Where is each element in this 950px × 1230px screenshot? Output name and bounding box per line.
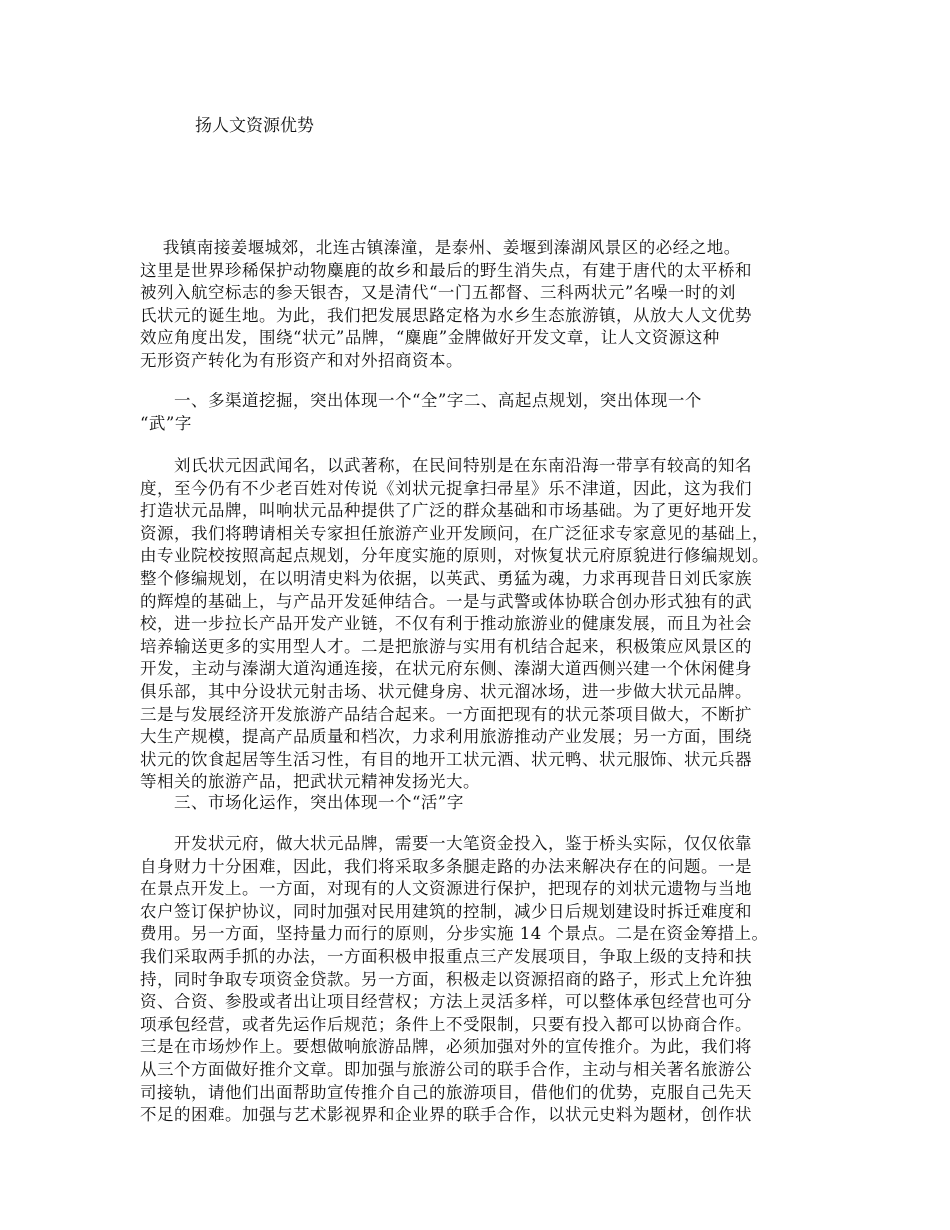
text-line: 这里是世界珍稀保护动物麋鹿的故乡和最后的野生消失点，有建于唐代的太平桥和 [140, 260, 752, 280]
text-line: 三、市场化运作，突出体现一个“活”字 [140, 793, 464, 812]
text-line: 状元的饮食起居等生活习性，有目的地开工状元酒、状元鸭、状元服饰、状元兵器 [140, 749, 752, 769]
text-line: “武”字 [140, 413, 192, 433]
text-line: 的辉煌的基础上，与产品开发延伸结合。一是与武警或体协联合创办形式独有的武 [140, 591, 752, 611]
text-line: 刘氏状元因武闻名，以武著称，在民间特别是在东南沿海一带享有较高的知名 [140, 456, 752, 475]
text-line: 资源，我们将聘请相关专家担任旅游产业开发顾问，在广泛征求专家意见的基础上， [140, 523, 769, 543]
text-line: 我镇南接姜堰城郊，北连古镇溱潼，是泰州、姜堰到溱湖风景区的必经之地。 [140, 238, 741, 257]
paragraph-market-operation [140, 833, 830, 1127]
text-line: 三是在市场炒作上。要想做响旅游品牌，必须加强对外的宣传推介。为此，我们将 [140, 1037, 752, 1057]
text-line: 效应角度出发，围绕“状元”品牌，“麋鹿”金牌做好开发文章，让人文资源这种 [140, 328, 720, 348]
text-line: 一、多渠道挖掘，突出体现一个“全”字二、高起点规划，突出体现一个 [140, 391, 702, 410]
text-line: 度，至今仍有不少老百姓对传说《刘状元捉拿扫帚星》乐不津道，因此，这为我们 [140, 478, 752, 498]
text-line: 俱乐部，其中分设状元射击场、状元健身房、状元溜冰场，进一步做大状元品牌。 [140, 681, 752, 701]
text-line: 我们采取两手抓的办法，一方面积极申报重点三产发展项目，争取上级的支持和扶 [140, 946, 752, 966]
text-line: 农户签订保护协议，同时加强对民用建筑的控制，减少日后规划建设时拆迁难度和 [140, 901, 752, 921]
text-line: 开发，主动与溱湖大道沟通连接，在状元府东侧、溱湖大道西侧兴建一个休闲健身 [140, 659, 752, 679]
paragraph-heading-three [140, 792, 830, 815]
text-line: 费用。另一方面，坚持量力而行的原则，分步实施 14 个景点。二是在资金筹措上。 [140, 924, 769, 944]
text-line: 持，同时争取专项资金贷款。另一方面，积极走以资源招商的路子，形式上允许独 [140, 969, 752, 989]
text-line: 资、合资、参股或者出让项目经营权；方法上灵活多样，可以整体承包经营也可分 [140, 992, 752, 1012]
section-heading: 扬人文资源优势 [195, 116, 314, 136]
text-line: 氏状元的诞生地。为此，我们把发展思路定格为水乡生态旅游镇，从放大人文优势 [140, 305, 752, 325]
text-line: 司接轨，请他们出面帮助宣传推介自己的旅游项目，借他们的优势，克服自己先天 [140, 1082, 752, 1102]
text-line: 等相关的旅游产品，把武状元精神发扬光大。 [140, 772, 480, 792]
text-line: 培养输送更多的实用型人才。二是把旅游与实用有机结合起来，积极策应风景区的 [140, 636, 752, 656]
text-line: 开发状元府，做大状元品牌，需要一大笔资金投入，鉴于桥头实际，仅仅依靠 [140, 834, 752, 853]
text-line: 不足的困难。加强与艺术影视界和企业界的联手合作，以状元史料为题材，创作状 [140, 1105, 752, 1125]
paragraph-heading-one-two [140, 390, 830, 435]
text-line: 由专业院校按照高起点规划，分年度实施的原则，对恢复状元府原貌进行修编规划。 [140, 546, 769, 566]
text-line: 三是与发展经济开发旅游产品结合起来。一方面把现有的状元茶项目做大，不断扩 [140, 704, 752, 724]
paragraph-martial-zhuangyuan [140, 455, 830, 794]
text-line: 打造状元品牌，叫响状元品种提供了广泛的群众基础和市场基础。为了更好地开发 [140, 501, 752, 521]
text-line: 校，进一步拉长产品开发产业链，不仅有利于推动旅游业的健康发展，而且为社会 [140, 614, 752, 634]
text-line: 项承包经营，或者先运作后规范；条件上不受限制，只要有投入都可以协商合作。 [140, 1014, 752, 1034]
text-line: 自身财力十分困难，因此，我们将采取多条腿走路的办法来解决存在的问题。一是 [140, 856, 752, 876]
text-line: 大生产规模，提高产品质量和档次，力求利用旅游推动产业发展；另一方面，围绕 [140, 727, 752, 747]
text-line: 在景点开发上。一方面，对现有的人文资源进行保护，把现存的刘状元遗物与当地 [140, 879, 752, 899]
text-line: 被列入航空标志的参天银杏，又是清代“一门五都督、三科两状元”名噪一时的刘 [140, 283, 736, 303]
paragraph-intro [140, 237, 830, 373]
text-line: 整个修编规划，在以明清史料为依据，以英武、勇猛为魂，力求再现昔日刘氏家族 [140, 568, 752, 588]
text-line: 从三个方面做好推介文章。即加强与旅游公司的联手合作，主动与相关著名旅游公 [140, 1059, 752, 1079]
text-line: 无形资产转化为有形资产和对外招商资本。 [140, 350, 463, 370]
